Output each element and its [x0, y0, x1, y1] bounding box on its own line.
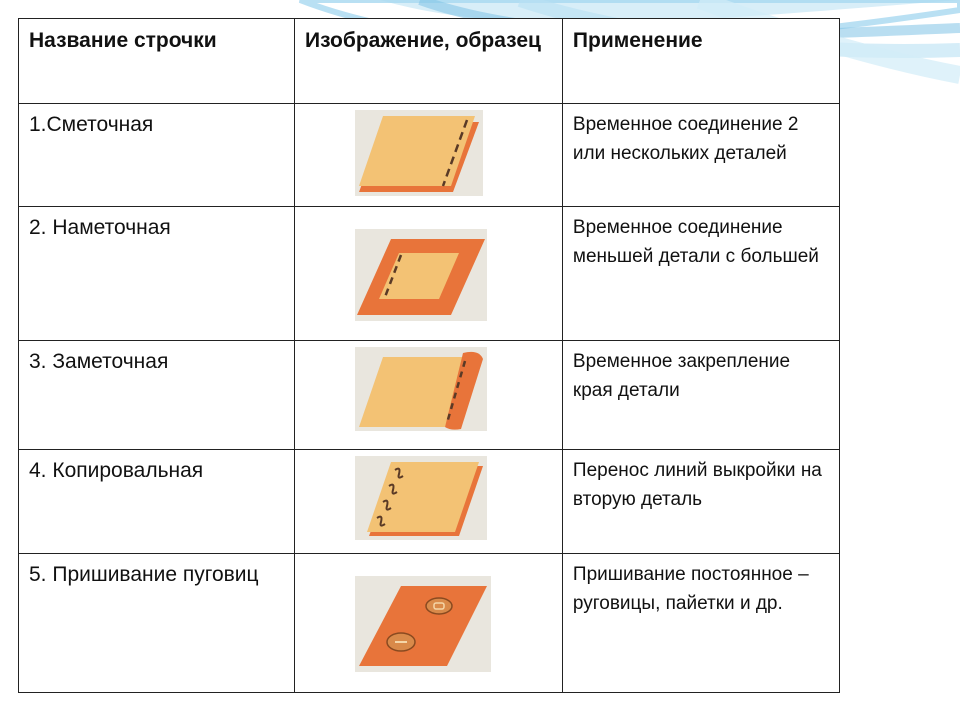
table-header-row — [19, 19, 840, 104]
edge-stitch-sample-icon — [355, 347, 487, 431]
stitch-name: 3. Заметочная — [19, 340, 295, 449]
header-stitch-name: Название строчки — [19, 19, 295, 104]
stitch-usage: Временное соединение меньшей детали с большей — [562, 207, 839, 340]
stitch-usage: Временное соединение 2 или нескольких деталей — [562, 104, 839, 207]
stitch-image-cell — [295, 104, 563, 207]
stitch-name: 4. Копировальная — [19, 450, 295, 553]
table-row — [19, 340, 840, 449]
stitch-usage: Перенос линий выкройки на вторую деталь — [562, 450, 839, 553]
header-usage: Применение — [562, 19, 839, 104]
stitch-types-table — [18, 18, 840, 693]
stitch-image-cell — [295, 450, 563, 553]
stitch-image-cell — [295, 340, 563, 449]
stitch-image-cell — [295, 553, 563, 693]
stitch-types-table-container — [18, 18, 840, 693]
stitch-image-cell — [295, 207, 563, 340]
stitch-usage: Пришивание постоянное – руговицы, пайетки и др. — [562, 553, 839, 693]
table-row — [19, 207, 840, 340]
button-sewing-sample-icon — [355, 576, 491, 672]
table-row — [19, 450, 840, 553]
table-row — [19, 553, 840, 693]
tailor-tacks-sample-icon — [355, 456, 487, 540]
header-image-sample: Изображение, образец — [295, 19, 563, 104]
basting-seam-sample-icon — [355, 110, 483, 196]
stitch-usage: Временное закрепление края детали — [562, 340, 839, 449]
stitch-name: 1.Сметочная — [19, 104, 295, 207]
stitch-name: 5. Пришивание пуговиц — [19, 553, 295, 693]
stitch-name: 2. Наметочная — [19, 207, 295, 340]
tacking-stitch-sample-icon — [355, 229, 487, 321]
table-row — [19, 104, 840, 207]
